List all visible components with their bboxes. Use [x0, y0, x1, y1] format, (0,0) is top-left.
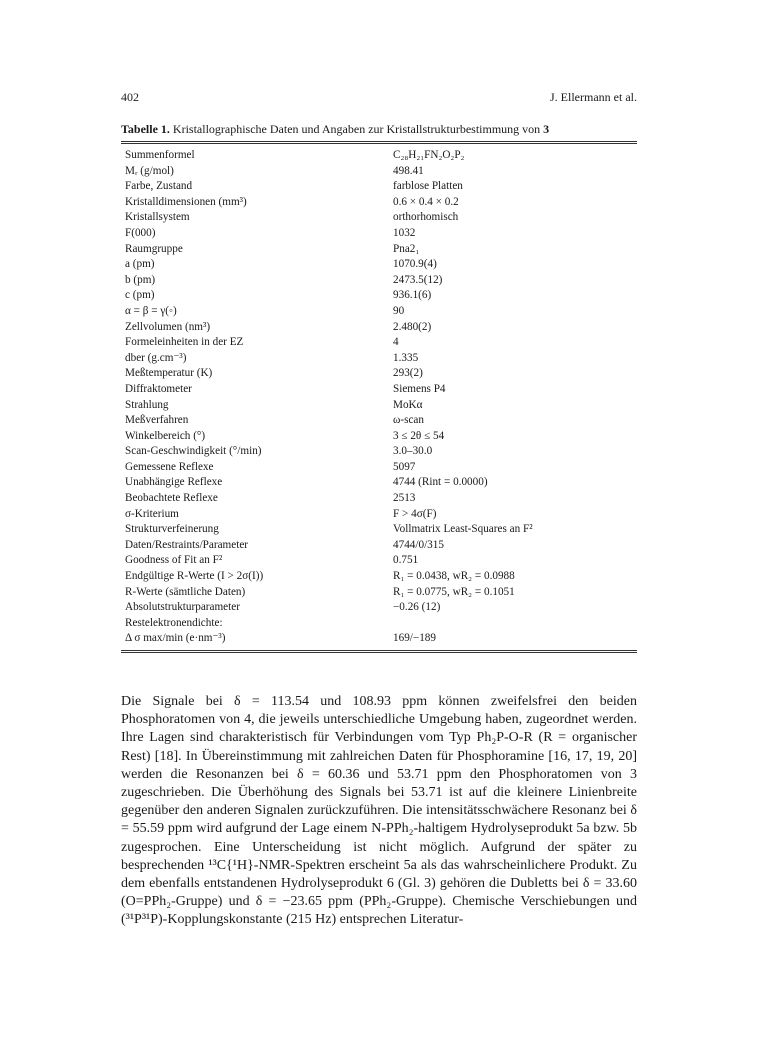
table-row: [121, 538, 637, 554]
table-row: [121, 148, 637, 164]
table-cell-parameter: F(000): [125, 226, 156, 239]
table-cell-parameter: Formeleinheiten in der EZ: [125, 336, 244, 349]
table-cell-parameter: a (pm): [125, 258, 155, 271]
table-row: [121, 304, 637, 320]
table-top-rule: [121, 141, 637, 144]
table-cell-parameter: Mᵣ (g/mol): [125, 164, 174, 177]
table-cell-value: 1032: [393, 226, 416, 239]
table-cell-value: 2513: [393, 492, 416, 505]
table-row: [121, 210, 637, 226]
table-cell-value: 1070.9(4): [393, 258, 437, 271]
table-row: [121, 429, 637, 445]
table-cell-parameter: Unabhängige Reflexe: [125, 476, 223, 489]
page-header: [121, 90, 637, 108]
table-cell-value: 4: [393, 336, 399, 349]
table-caption-text: Kristallographische Daten und Angaben zur Kristallstrukturbestimmung von: [172, 122, 541, 136]
table-cell-parameter: Restelektronendichte:: [125, 616, 223, 629]
table-row: [121, 631, 637, 647]
table-row: [121, 242, 637, 258]
table-cell-parameter: Diffraktometer: [125, 382, 192, 395]
table-cell-value: orthorhomisch: [393, 211, 459, 224]
table-row: [121, 444, 637, 460]
table-cell-parameter: Winkelbereich (°): [125, 429, 206, 442]
table-cell-parameter: Zellvolumen (nm³): [125, 320, 211, 333]
table-cell-value: 0.6 × 0.4 × 0.2: [393, 195, 459, 208]
table-cell-value: R₁ = 0.0438, wR₂ = 0.0988: [393, 570, 515, 583]
table-cell-value: 169/−189: [393, 632, 436, 645]
table-bottom-rule: [121, 650, 637, 653]
table-cell-parameter: c (pm): [125, 289, 155, 302]
table-row: [121, 491, 637, 507]
table-cell-parameter: Absolutstrukturparameter: [125, 601, 240, 614]
page-number: 402: [121, 90, 139, 104]
table-cell-parameter: Farbe, Zustand: [125, 180, 193, 193]
table-row: [121, 195, 637, 211]
table-cell-value: R₁ = 0.0775, wR₂ = 0.1051: [393, 585, 515, 598]
running-author: J. Ellermann et al.: [550, 90, 637, 104]
table-row: [121, 460, 637, 476]
table-cell-value: 90: [393, 304, 405, 317]
table-cell-parameter: Summenformel: [125, 149, 195, 161]
table-row: [121, 475, 637, 491]
table-cell-parameter: Strahlung: [125, 398, 169, 411]
table-row: [121, 569, 637, 585]
table-cell-value: 5097: [393, 460, 416, 473]
table-cell-value: 498.41: [393, 164, 424, 177]
table-cell-parameter: b (pm): [125, 273, 156, 286]
table-cell-value: F > 4σ(F): [393, 507, 437, 520]
table-row: [121, 335, 637, 351]
table-cell-parameter: Gemessene Reflexe: [125, 460, 214, 473]
table-row: [121, 616, 637, 632]
table-cell-value: MoKα: [393, 398, 423, 411]
table-cell-value: Pna2₁: [393, 242, 420, 255]
table-row: [121, 600, 637, 616]
table-row: [121, 257, 637, 273]
table-cell-parameter: Endgültige R-Werte (I > 2σ(I)): [125, 570, 264, 583]
table-cell-value: 4744 (Rint = 0.0000): [393, 476, 488, 489]
table-cell-parameter: dber (g.cm⁻³): [125, 351, 187, 364]
table-cell-value: Siemens P4: [393, 382, 446, 395]
table-row: [121, 351, 637, 367]
table-cell-parameter: Goodness of Fit an F²: [125, 554, 223, 567]
table-cell-parameter: Meßverfahren: [125, 414, 189, 427]
table-row: [121, 320, 637, 336]
table-row: [121, 164, 637, 180]
body-text: [121, 693, 637, 930]
table-cell-parameter: Raumgruppe: [125, 242, 183, 255]
table-cell-value: 3.0–30.0: [393, 445, 433, 458]
table-row: [121, 288, 637, 304]
table-cell-value: 1.335: [393, 351, 419, 364]
table-cell-parameter: R-Werte (sämtliche Daten): [125, 585, 246, 598]
table-row: [121, 522, 637, 538]
table-cell-value: 2473.5(12): [393, 273, 443, 286]
table-cell-parameter: Meßtemperatur (K): [125, 367, 213, 380]
table-cell-parameter: σ-Kriterium: [125, 507, 179, 520]
table-cell-parameter: Kristalldimensionen (mm³): [125, 195, 247, 208]
table-cell-value: −0.26 (12): [393, 601, 441, 614]
table-cell-value: C₂₈H₂₁FN₂O₂P₂: [393, 149, 465, 161]
table-cell-value: 2.480(2): [393, 320, 432, 333]
table-cell-value: [393, 616, 637, 632]
table-row: [121, 413, 637, 429]
table-body: [121, 148, 637, 647]
table-cell-parameter: Kristallsystem: [125, 211, 190, 224]
table-row: [121, 179, 637, 195]
table-row: [121, 398, 637, 414]
table-row: [121, 553, 637, 569]
table-row: [121, 226, 637, 242]
table-cell-parameter: Daten/Restraints/Parameter: [125, 538, 249, 551]
table-cell-parameter: Strukturverfeinerung: [125, 523, 219, 536]
table-cell-parameter: α = β = γ(◦): [125, 304, 177, 317]
table-row: [121, 273, 637, 289]
table-cell-value: farblose Platten: [393, 180, 463, 193]
table-row: [121, 507, 637, 523]
table-cell-parameter: Δ σ max/min (e·nm⁻³): [125, 632, 226, 645]
table-cell-value: 0.751: [393, 554, 419, 567]
table-caption: [121, 122, 641, 137]
table-row: [121, 366, 637, 382]
table-caption-compound: 3: [543, 122, 550, 136]
table-cell-value: Vollmatrix Least-Squares an F²: [393, 523, 533, 536]
table-caption-label: Tabelle 1.: [121, 122, 170, 136]
table-cell-value: 3 ≤ 2θ ≤ 54: [393, 429, 445, 442]
table-cell-value: 936.1(6): [393, 289, 432, 302]
body-paragraph: Die Signale bei δ = 113.54 und 108.93 ppm können zweifelsfrei den beiden Phosphoratomen von 4, die jeweils unterschiedliche Umgebung haben, zugeordnet werden. Ihre Lagen sind charakteristisch für Verbindungen vom Typ Ph₂P-O-R (R = organischer Rest) [18]. In Übereinstimmung mit zahlreichen Daten für Phosphoramine [16, 17, 19, 20] werden die Resonanzen bei δ = 60.36 und 53.71 ppm den Phosphoratomen von 3 zugeschrieben. Die Überhöhung des Signals bei 53.71 ist auf die kleinere Linienbreite gegenüber den anderen Signalen zurückzuführen. Die intensitätsschwächere Resonanz bei δ = 55.59 ppm wird aufgrund der Lage einem N-PPh₂-haltigem Hydrolyseprodukt 5a bzw. 5b zugesprochen. Eine Unterscheidung ist nicht möglich. Aufgrund der später zu besprechenden ¹³C{¹H}-NMR-Spektren erscheint 5a als das wahrscheinlichere Produkt. Zu dem ebenfalls entstandenen Hydrolyseprodukt 6 (Gl. 3) gehören die Dubletts bei δ = 33.60 (O=PPh₂-Gruppe) und δ = −23.65 ppm (PPh₂-Gruppe). Chemische Verschiebungen und (³¹P³¹P)-Kopplungskonstante (215 Hz) entsprechen Literatur-: [121, 694, 637, 928]
crystal-data-table: [121, 141, 637, 653]
table-row: [121, 382, 637, 398]
table-cell-parameter: Beobachtete Reflexe: [125, 492, 218, 505]
table-cell-value: ω-scan: [393, 414, 424, 427]
table-cell-parameter: Scan-Geschwindigkeit (°/min): [125, 445, 262, 458]
table-cell-value: 4744/0/315: [393, 538, 444, 551]
table-cell-value: 293(2): [393, 367, 423, 380]
table-row: [121, 585, 637, 601]
